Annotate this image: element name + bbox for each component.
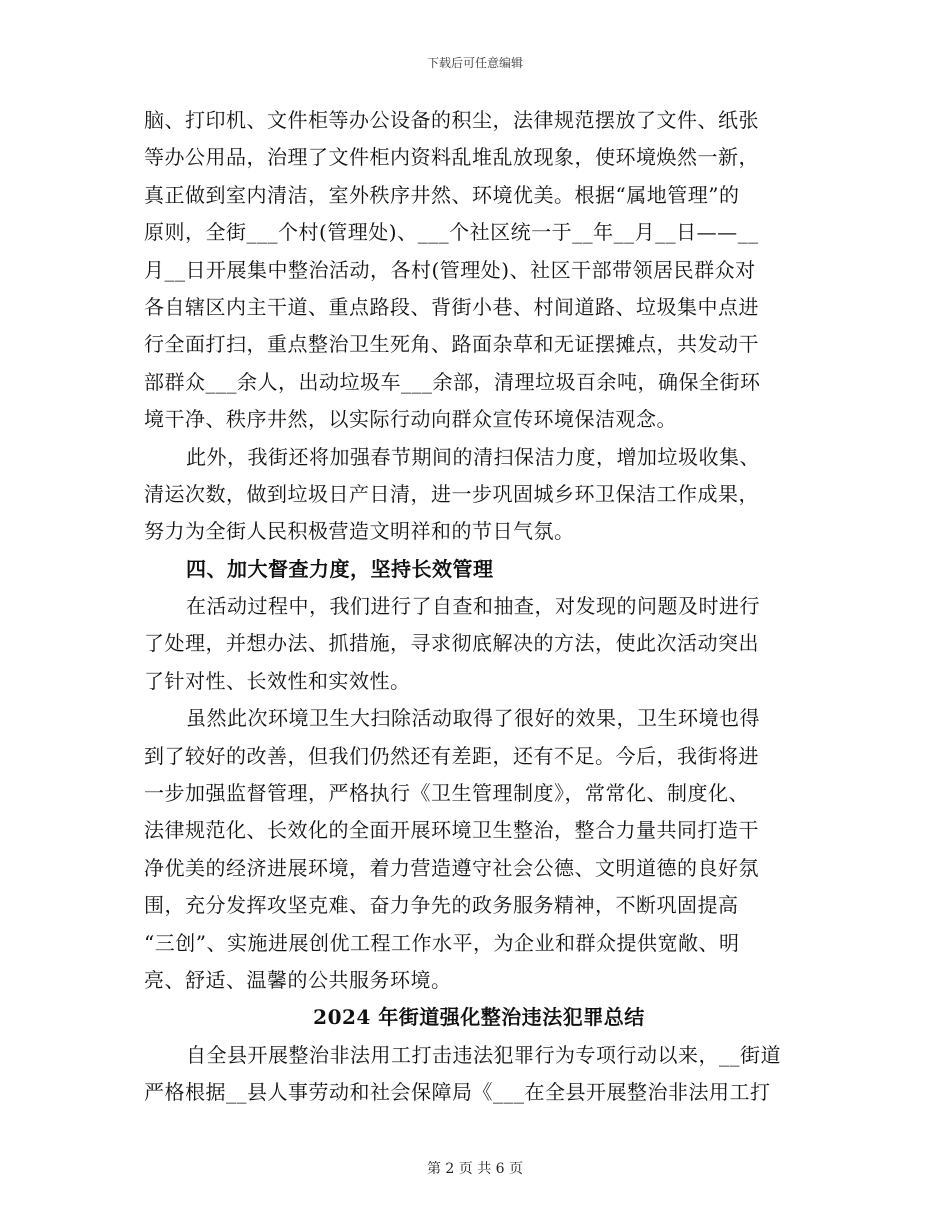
text-line: 净优美的经济进展环境，着力营造遵守社会公德、文明道德的良好氛 [144,855,759,880]
paragraph-3 [144,588,814,700]
section-heading: 四、加大督查力度，坚持长效管理 [186,556,494,581]
text-line: 努力为全街人民积极营造文明祥和的节日气氛。 [144,519,575,544]
text-line: 清运次数，做到垃圾日产日清，进一步巩固城乡环卫保洁工作成果， [144,481,759,506]
document-body [144,102,814,1112]
text-line: 各自辖区内主干道、重点路段、背街小巷、村间道路、垃圾集中点进 [144,294,759,319]
paragraph-4 [144,700,814,999]
text-line: “三创”、实施进展创优工程工作水平，为企业和群众提供宽敞、明 [144,930,740,955]
text-line: 一步加强监督管理，严格执行《卫生管理制度》，常常化、制度化、 [144,781,749,806]
text-line: 围，充分发挥攻坚克难、奋力争先的政务服务精神，不断巩固提高 [144,893,739,918]
text-line: 原则，全街___个村(管理处)、___个社区统一于__年__月__日——__ [144,220,759,245]
text-line: 亮、舒适、温馨的公共服务环境。 [144,967,452,992]
text-line: 法律规范化、长效化的全面开展环境卫生整治，整合力量共同打造干 [144,818,759,843]
text-line: 严格根据__县人事劳动和社会保障局《___在全县开展整治非法用工打 [144,1080,771,1105]
paragraph-5 [144,1037,814,1112]
text-line: 部群众___余人，出动垃圾车___余部，清理垃圾百余吨，确保全街环 [144,369,761,394]
paragraph-1 [144,102,814,439]
text-line: 此外，我街还将加强春节期间的清扫保洁力度，增加垃圾收集、 [186,444,760,469]
text-line: 在活动过程中，我们进行了自查和抽查，对发现的问题及时进行 [186,594,760,619]
text-line: 月__日开展集中整治活动，各村(管理处)、社区干部带领居民群众对 [144,257,756,282]
text-line: 了处理，并想办法、抓措施，寻求彻底解决的方法，使此次活动突出 [144,631,759,656]
text-line: 自全县开展整治非法用工打击违法犯罪行为专项行动以来，__街道 [186,1042,781,1067]
text-line: 真正做到室内清洁，室外秩序井然、环境优美。根据“属地管理”的 [144,182,740,207]
text-line: 境干净、秩序井然，以实际行动向群众宣传环境保洁观念。 [144,407,677,432]
text-line: 行全面打扫，重点整治卫生死角、路面杂草和无证摆摊点，共发动干 [144,332,759,357]
document-title: 2024 年街道强化整治违法犯罪总结 [313,1005,645,1030]
text-line: 了针对性、长效性和实效性。 [144,668,411,693]
text-line: 虽然此次环境卫生大扫除活动取得了很好的效果，卫生环境也得 [186,706,760,731]
page-number: 第 2 页 共 6 页 [426,1161,524,1177]
paragraph-2 [144,439,814,551]
text-line: 到了较好的改善，但我们仍然还有差距，还有不足。今后，我街将进 [144,743,759,768]
text-line: 等办公用品，治理了文件柜内资料乱堆乱放现象，使环境焕然一新， [144,145,759,170]
page-header-note: 下载后可任意编辑 [426,56,523,70]
text-line: 脑、打印机、文件柜等办公设备的积尘，法律规范摆放了文件、纸张 [144,108,759,132]
